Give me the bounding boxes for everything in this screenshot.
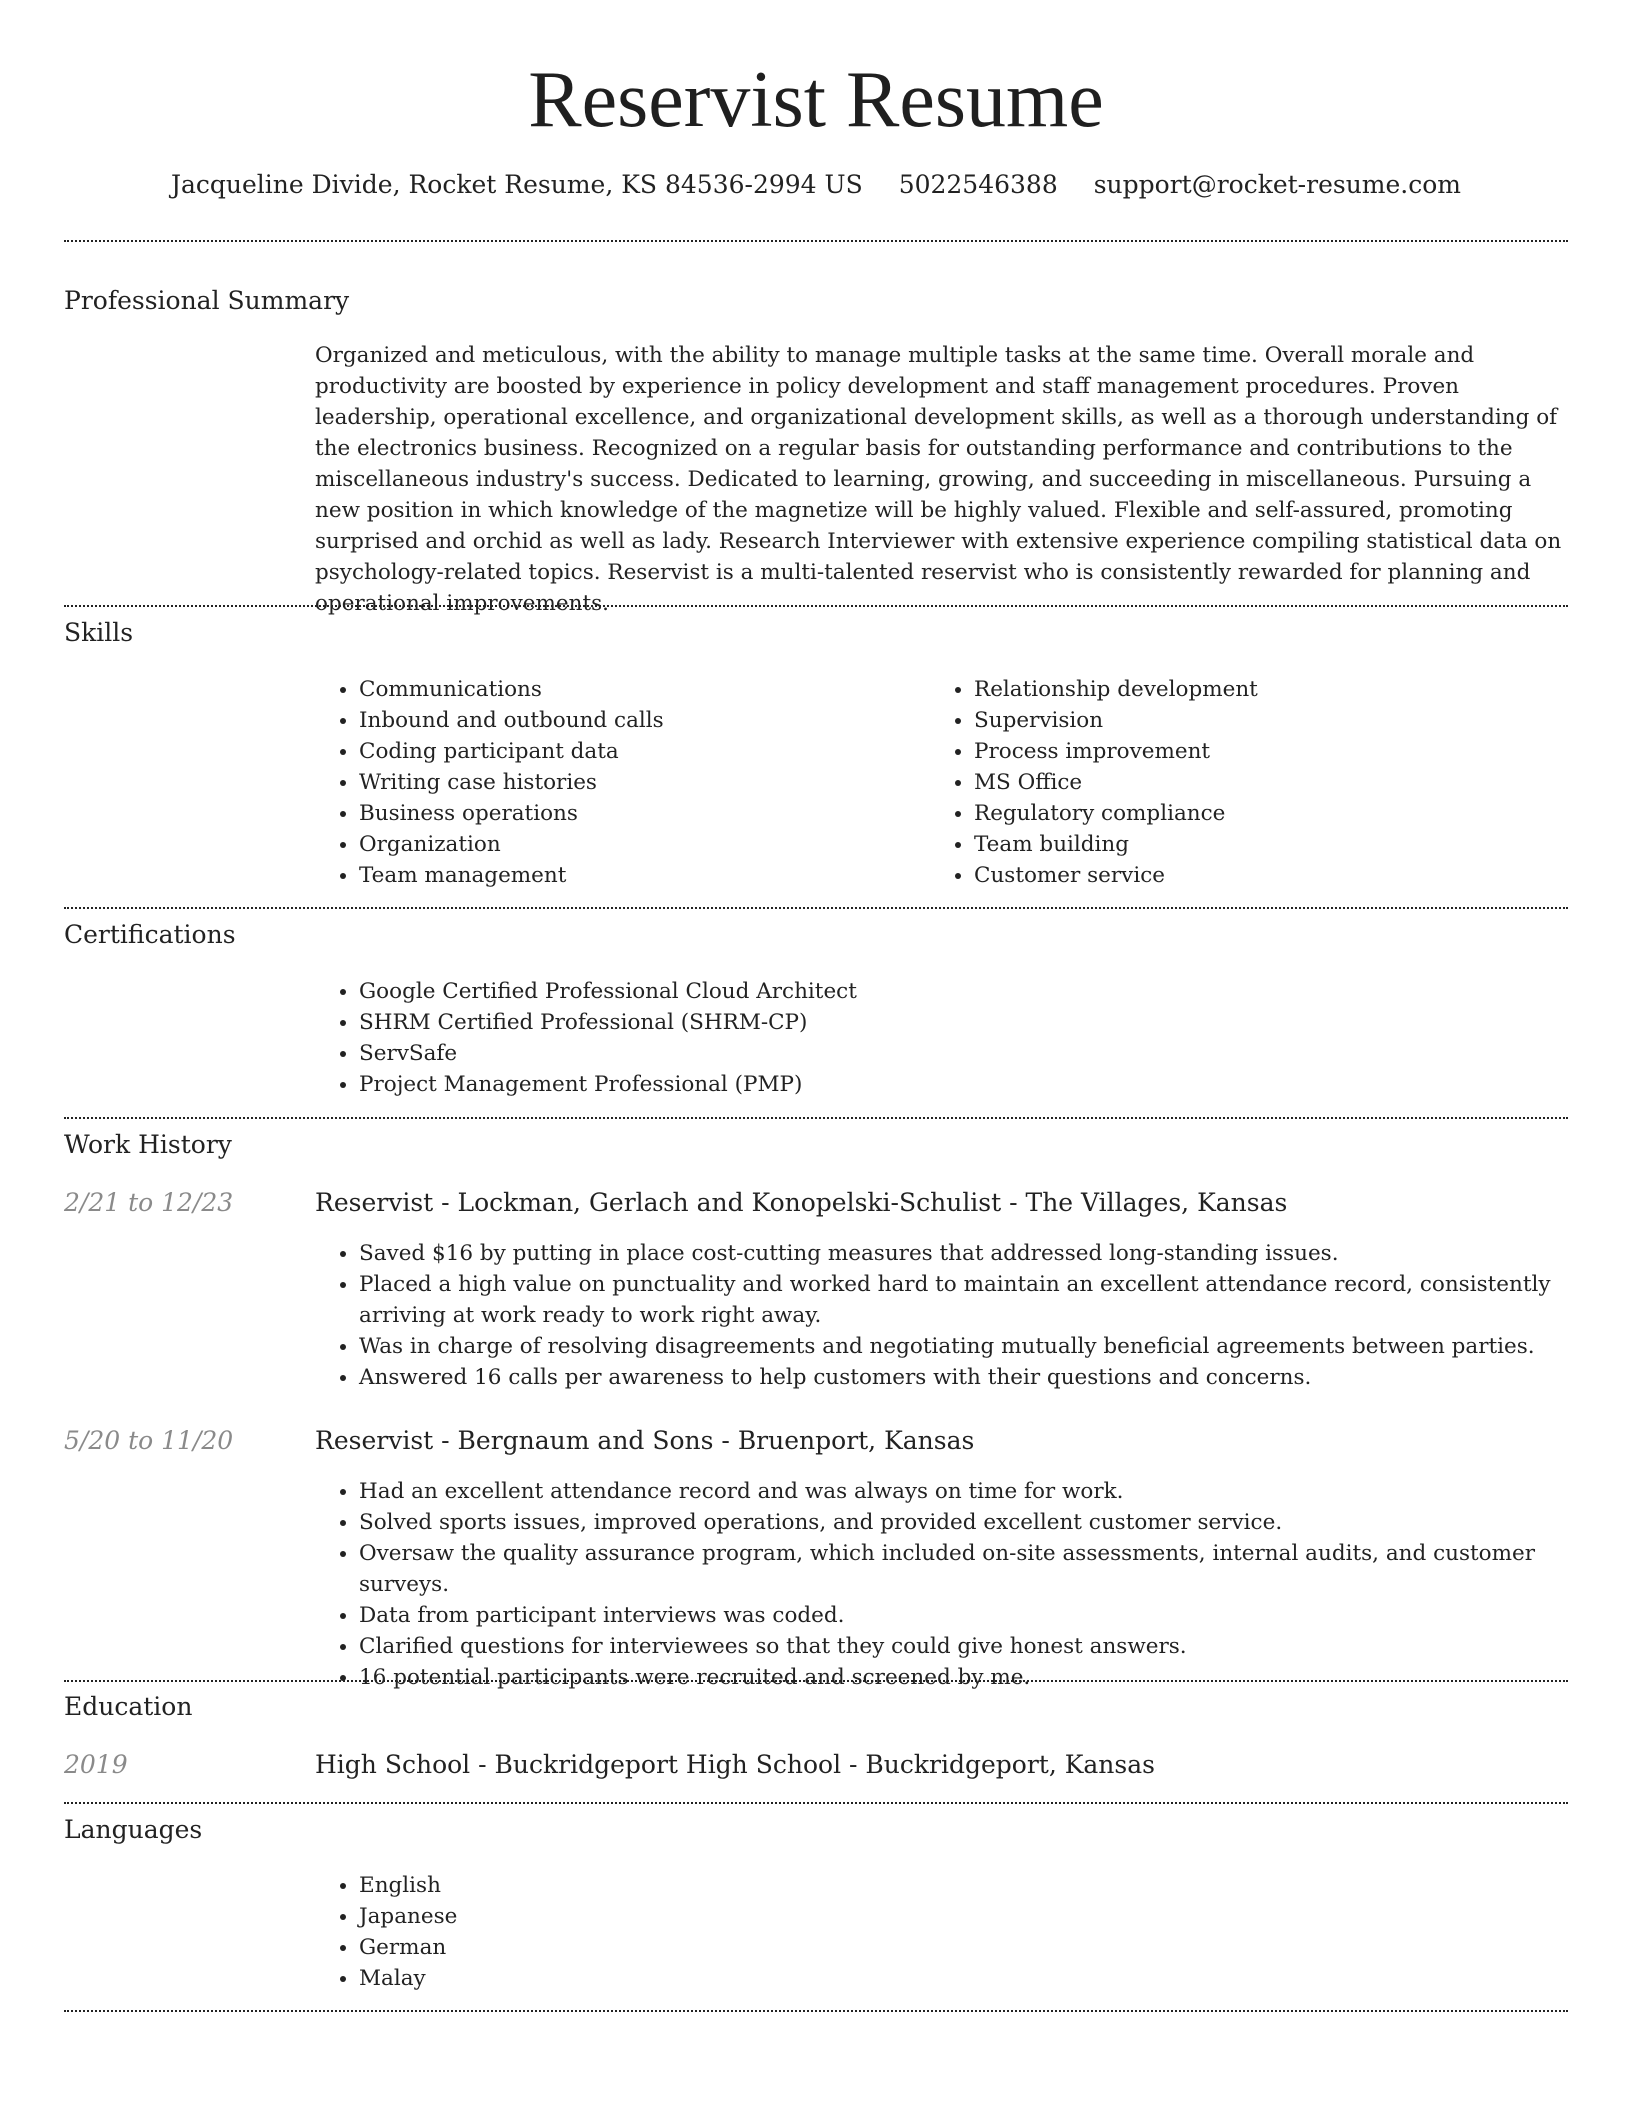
skill-item: • Team management [359,860,939,891]
page-title: Reservist Resume [528,56,1104,144]
skill-item: • Business operations [359,798,939,829]
section-title-work: Work History [64,1130,232,1159]
section-title-summary: Professional Summary [64,286,350,315]
skills-list-left [315,674,939,891]
section-title-languages: Languages [64,1815,203,1844]
skill-item: • Regulatory compliance [974,798,1574,829]
education-title: High School - Buckridgeport High School - Buckridgeport, Kansas [315,1750,1155,1779]
job-bullet: • Solved sports issues, improved operations, and provided excellent customer service. [359,1507,1571,1538]
contact-email: support@rocket-resume.com [1093,170,1462,199]
job-dates: 2/21 to 12/23 [64,1188,234,1217]
contact-phone: 5022546388 [898,170,1058,199]
job-bullet: • Was in charge of resolving disagreements and negotiating mutually beneficial agreements between parties. [359,1331,1571,1362]
divider [64,2010,1568,2012]
skill-item: • Coding participant data [359,736,939,767]
job-bullet: • 16 potential participants were recruited and screened by me. [359,1662,1571,1693]
job-bullet: • Clarified questions for interviewees so that they could give honest answers. [359,1631,1571,1662]
contact-line [0,168,1632,202]
summary-text: Organized and meticulous, with the ability to manage multiple tasks at the same time. Overall morale and productivity are boosted by experience in policy development and staff management procedures. Proven leadership, operational excellence, and organizational development skills, as well as a thorough understanding of the electronics business. Recognized on a regular basis for outstanding performance and contributions to the miscellaneous industry's success. Dedicated to learning, growing, and succeeding in miscellaneous. Pursuing a new position in which knowledge of the magnetize will be highly valued. Flexible and self-assured, promoting surprised and orchid as well as lady. Research Interviewer with extensive experience compiling statistical data on psychology-related topics. Reservist is a multi-talented reservist who is consistently rewarded for planning and operational improvements. [315,343,1562,616]
skill-item: • Communications [359,674,939,705]
section-title-education: Education [64,1692,193,1721]
certification-item: • ServSafe [359,1038,1559,1069]
job-title: Reservist - Lockman, Gerlach and Konopelski-Schulist - The Villages, Kansas [315,1188,1288,1217]
skills-list-right [930,674,1574,891]
divider [64,240,1568,242]
language-item: • Japanese [359,1901,959,1932]
job-bullet: • Oversaw the quality assurance program, which included on-site assessments, internal audits, and customer surveys. [359,1538,1571,1600]
divider [64,605,1568,607]
education-year: 2019 [64,1750,128,1779]
skill-item: • Organization [359,829,939,860]
job-bullets [315,1476,1571,1693]
section-title-skills: Skills [64,618,134,647]
divider [64,1117,1568,1119]
certification-item: • Project Management Professional (PMP) [359,1069,1559,1100]
skill-item: • Customer service [974,860,1574,891]
certification-item: • SHRM Certified Professional (SHRM-CP) [359,1007,1559,1038]
job-bullet: • Answered 16 calls per awareness to help customers with their questions and concerns. [359,1362,1571,1393]
certifications-list [315,976,1559,1100]
job-bullet: • Saved $16 by putting in place cost-cutting measures that addressed long-standing issues. [359,1238,1571,1269]
language-item: • German [359,1932,959,1963]
languages-list [315,1870,959,1994]
divider [64,1680,1568,1682]
job-bullets [315,1238,1571,1393]
section-title-certifications: Certifications [64,920,236,949]
skill-item: • Process improvement [974,736,1574,767]
job-bullet: • Had an excellent attendance record and was always on time for work. [359,1476,1571,1507]
language-item: • Malay [359,1963,959,1994]
certification-item: • Google Certified Professional Cloud Architect [359,976,1559,1007]
job-bullet: • Data from participant interviews was coded. [359,1600,1571,1631]
skill-item: • Writing case histories [359,767,939,798]
skill-item: • Relationship development [974,674,1574,705]
language-item: • English [359,1870,959,1901]
skill-item: • MS Office [974,767,1574,798]
job-title: Reservist - Bergnaum and Sons - Bruenport, Kansas [315,1426,975,1455]
divider [64,907,1568,909]
skill-item: • Supervision [974,705,1574,736]
skill-item: • Team building [974,829,1574,860]
contact-address: Jacqueline Divide, Rocket Resume, KS 84536-2994 US [170,170,863,199]
skill-item: • Inbound and outbound calls [359,705,939,736]
job-bullet: • Placed a high value on punctuality and worked hard to maintain an excellent attendance record, consistently arriving at work ready to work right away. [359,1269,1571,1331]
divider [64,1802,1568,1804]
job-dates: 5/20 to 11/20 [64,1426,234,1455]
